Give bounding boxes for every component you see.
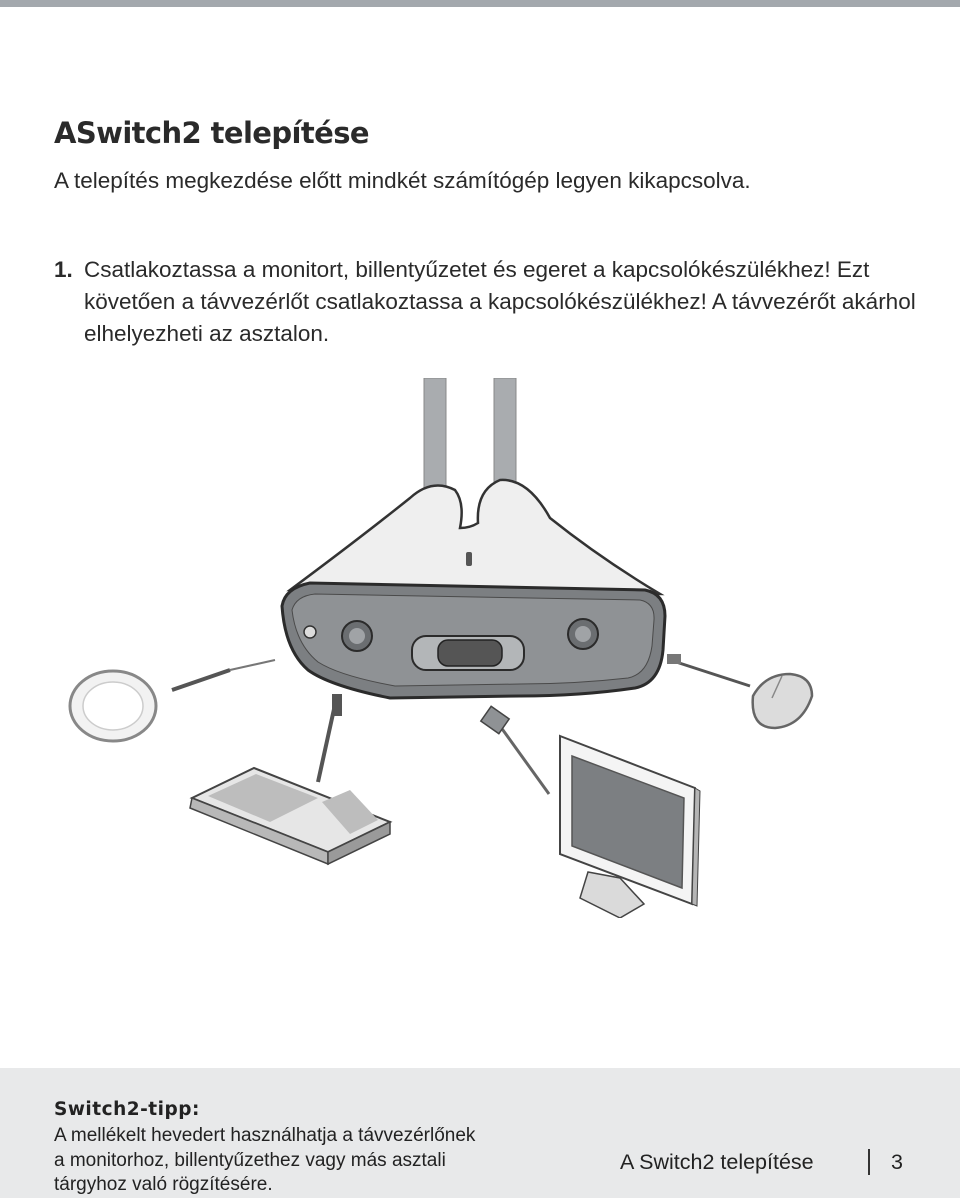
step-text: Csatlakoztassa a monitort, billentyűzetet és egeret a kapcsolókészülékhez! Ezt követően a távvezérlőt csatlakoztassa a kapcsolókészülékhez! A távvezérőt akárhol elhelyezheti az asztalon. (84, 257, 916, 346)
vga-cable (481, 706, 549, 794)
remote-control (70, 660, 275, 741)
step-number: 1. (54, 257, 73, 282)
monitor (560, 736, 700, 918)
page-separator (868, 1149, 870, 1175)
step-item (54, 254, 934, 350)
page-number: 3 (891, 1150, 903, 1174)
mouse (667, 654, 812, 728)
keyboard (190, 694, 390, 864)
top-rule (0, 0, 960, 7)
intro-paragraph: A telepítés megkezdése előtt mindkét számítógép legyen kikapcsolva. (54, 168, 751, 193)
kvm-switch (282, 480, 665, 698)
tip-text: A mellékelt hevedert használhatja a távvezérlőnek a monitorhoz, billentyűzethez vagy más asztali tárgyhoz való rögzítésére. (54, 1125, 476, 1195)
section-label: A Switch2 telepítése (620, 1150, 814, 1174)
page-title: ASwitch2 telepítése (54, 116, 369, 150)
setup-illustration (60, 378, 820, 918)
tip-heading: Switch2-tipp: (54, 1099, 200, 1120)
